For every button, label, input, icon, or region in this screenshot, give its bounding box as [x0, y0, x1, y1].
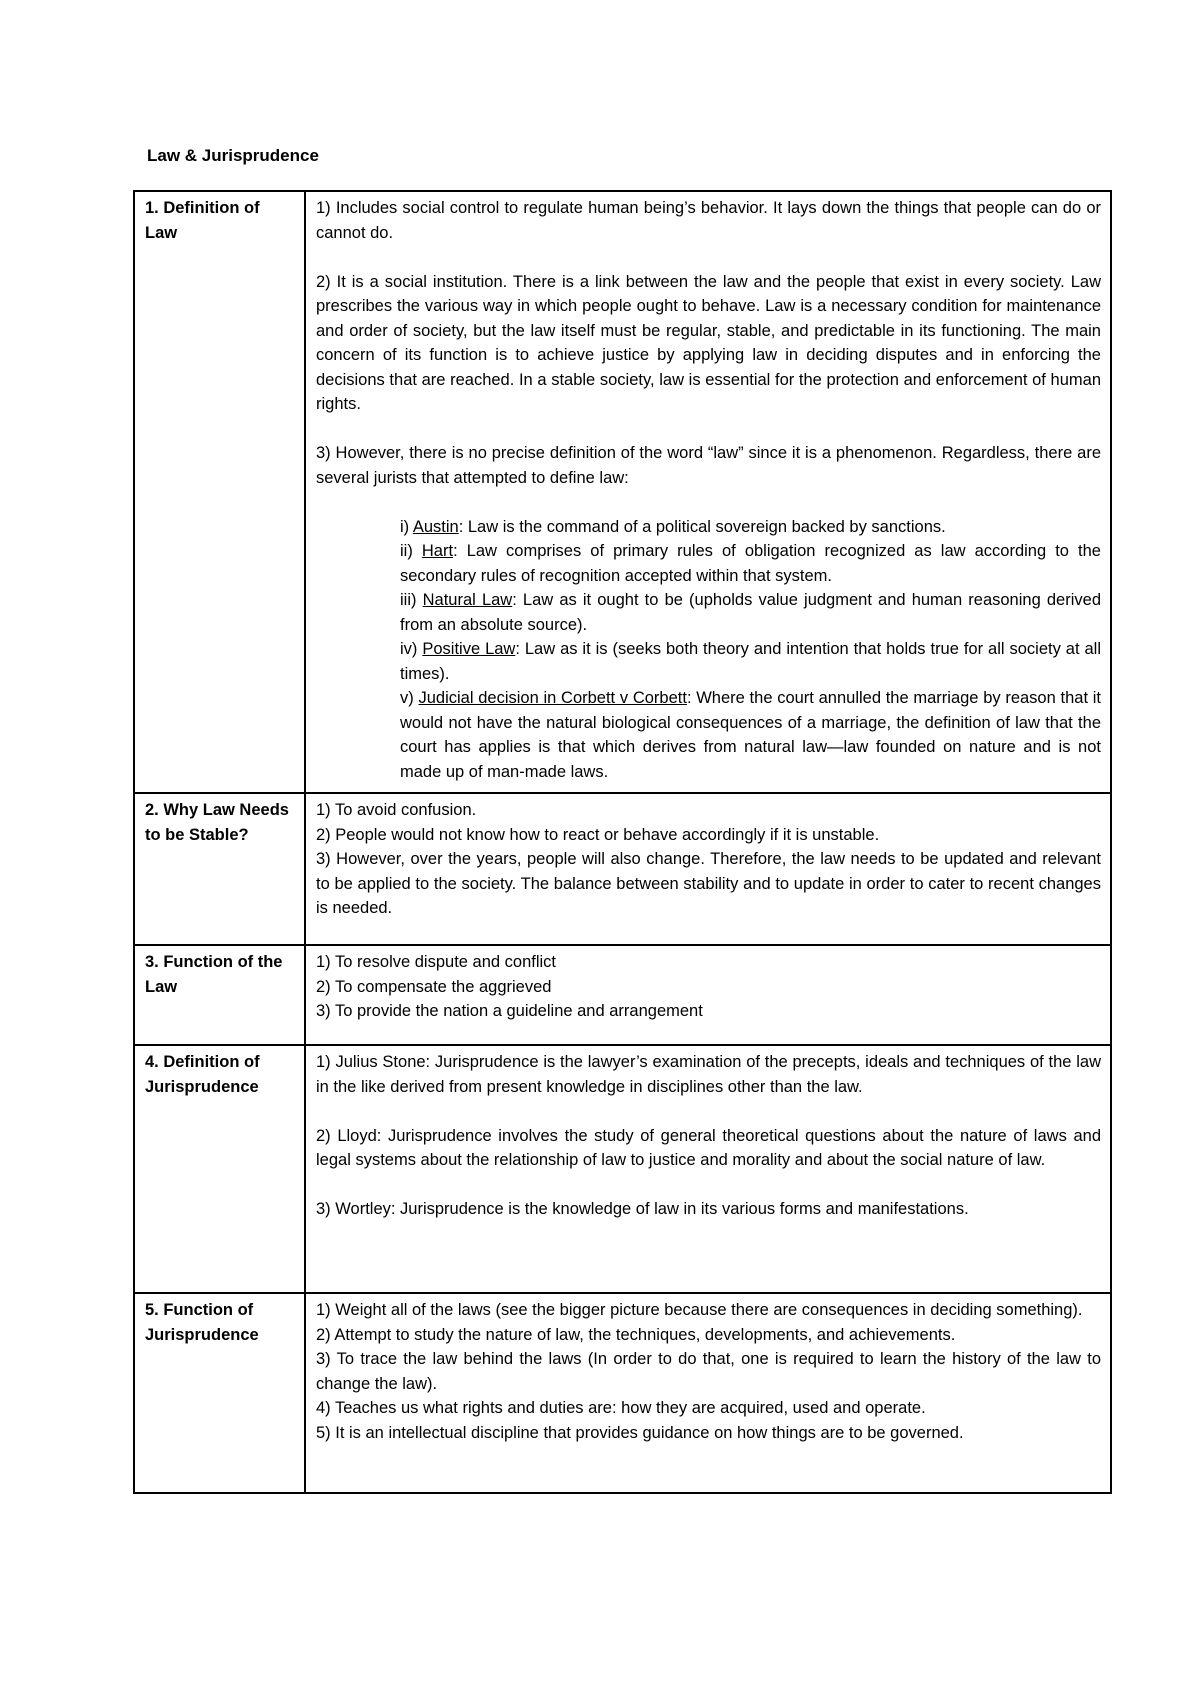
- notes-table: [133, 190, 1112, 1494]
- row-label: 2. Why Law Needs to be Stable?: [134, 793, 305, 945]
- list-item: ii) Hart: Law comprises of primary rules of obligation recognized as law according to the secondary rules of recognition accepted within that system.: [400, 542, 1101, 585]
- row-label: 1. Definition of Law: [134, 191, 305, 793]
- row-label: 4. Definition of Jurisprudence: [134, 1045, 305, 1293]
- paragraph: 1) Includes social control to regulate human being’s behavior. It lays down the things that people can do or cannot do.: [316, 199, 1101, 242]
- table-row: [134, 945, 1111, 1045]
- paragraph: 1) To resolve dispute and conflict: [316, 953, 556, 971]
- table-row: [134, 191, 1111, 793]
- paragraph: 3) However, over the years, people will also change. Therefore, the law needs to be updated and relevant to be applied to the society. The balance between stability and to update in order to cater to recent changes is needed.: [316, 850, 1101, 917]
- paragraph: 2) To compensate the aggrieved: [316, 977, 552, 996]
- row-content: [305, 1293, 1111, 1493]
- list-item: i) Austin: Law is the command of a political sovereign backed by sanctions.: [400, 517, 946, 536]
- paragraph: 1) To avoid confusion.: [316, 801, 477, 819]
- row-content: [305, 191, 1111, 793]
- table-row: [134, 1293, 1111, 1493]
- paragraph: 2) People would not know how to react or behave accordingly if it is unstable.: [316, 825, 880, 844]
- list-item: v) Judicial decision in Corbett v Corbett: Where the court annulled the marriage by reason that it would not have the natural biological consequences of a marriage, the definition of law that the court has applies is that which derives from natural law—law founded on nature and is not made up of man-made laws.: [400, 689, 1101, 781]
- paragraph: 3) To provide the nation a guideline and arrangement: [316, 1002, 703, 1020]
- row-label: 3. Function of the Law: [134, 945, 305, 1045]
- page-title: Law & Jurisprudence: [147, 146, 319, 165]
- table-row: [134, 1045, 1111, 1293]
- paragraph: 3) However, there is no precise definition of the word “law” since it is a phenomenon. Regardless, there are several jurists that attempted to define law:: [316, 444, 1101, 487]
- paragraph: 3) Wortley: Jurisprudence is the knowledge of law in its various forms and manifestations.: [316, 1200, 969, 1218]
- list-item: iv) Positive Law: Law as it is (seeks both theory and intention that holds true for all society at all times).: [400, 640, 1101, 683]
- jurist-name: Positive Law: [422, 640, 516, 658]
- jurist-name: Natural Law: [422, 591, 513, 609]
- jurist-name: Judicial decision in Corbett v Corbett: [418, 689, 687, 707]
- paragraph: 2) Attempt to study the nature of law, the techniques, developments, and achievements.: [316, 1325, 956, 1344]
- paragraph: 1) Julius Stone: Jurisprudence is the lawyer’s examination of the precepts, ideals and techniques of the law in the like derived from present knowledge in disciplines other than the law.: [316, 1053, 1101, 1096]
- list-item: iii) Natural Law: Law as it ought to be (upholds value judgment and human reasoning derived from an absolute source).: [400, 591, 1101, 634]
- paragraph: 1) Weight all of the laws (see the bigger picture because there are consequences in deciding something).: [316, 1301, 1083, 1319]
- paragraph: 4) Teaches us what rights and duties are: how they are acquired, used and operate.: [316, 1399, 926, 1417]
- row-content: [305, 1045, 1111, 1293]
- table-row: [134, 793, 1111, 945]
- paragraph: 3) To trace the law behind the laws (In order to do that, one is required to learn the history of the law to change the law).: [316, 1350, 1101, 1393]
- jurist-list: [400, 515, 1101, 785]
- jurist-name: Austin: [412, 517, 459, 536]
- paragraph: 2) It is a social institution. There is a link between the law and the people that exist in every society. Law prescribes the various way in which people ought to behave. Law is a necessary condition for maintenance and order of society, but the law itself must be regular, stable, and predictable in its functioning. The main concern of its function is to achieve justice by applying law in deciding disputes and in enforcing the decisions that are reached. In a stable society, law is essential for the protection and enforcement of human rights.: [316, 272, 1101, 413]
- paragraph: 5) It is an intellectual discipline that provides guidance on how things are to be governed.: [316, 1423, 964, 1442]
- row-content: [305, 793, 1111, 945]
- row-content: [305, 945, 1111, 1045]
- jurist-name: Hart: [421, 542, 454, 560]
- paragraph: 2) Lloyd: Jurisprudence involves the study of general theoretical questions about the nature of laws and legal systems about the relationship of law to justice and morality and about the social nature of law.: [316, 1126, 1101, 1169]
- row-label: 5. Function of Jurisprudence: [134, 1293, 305, 1493]
